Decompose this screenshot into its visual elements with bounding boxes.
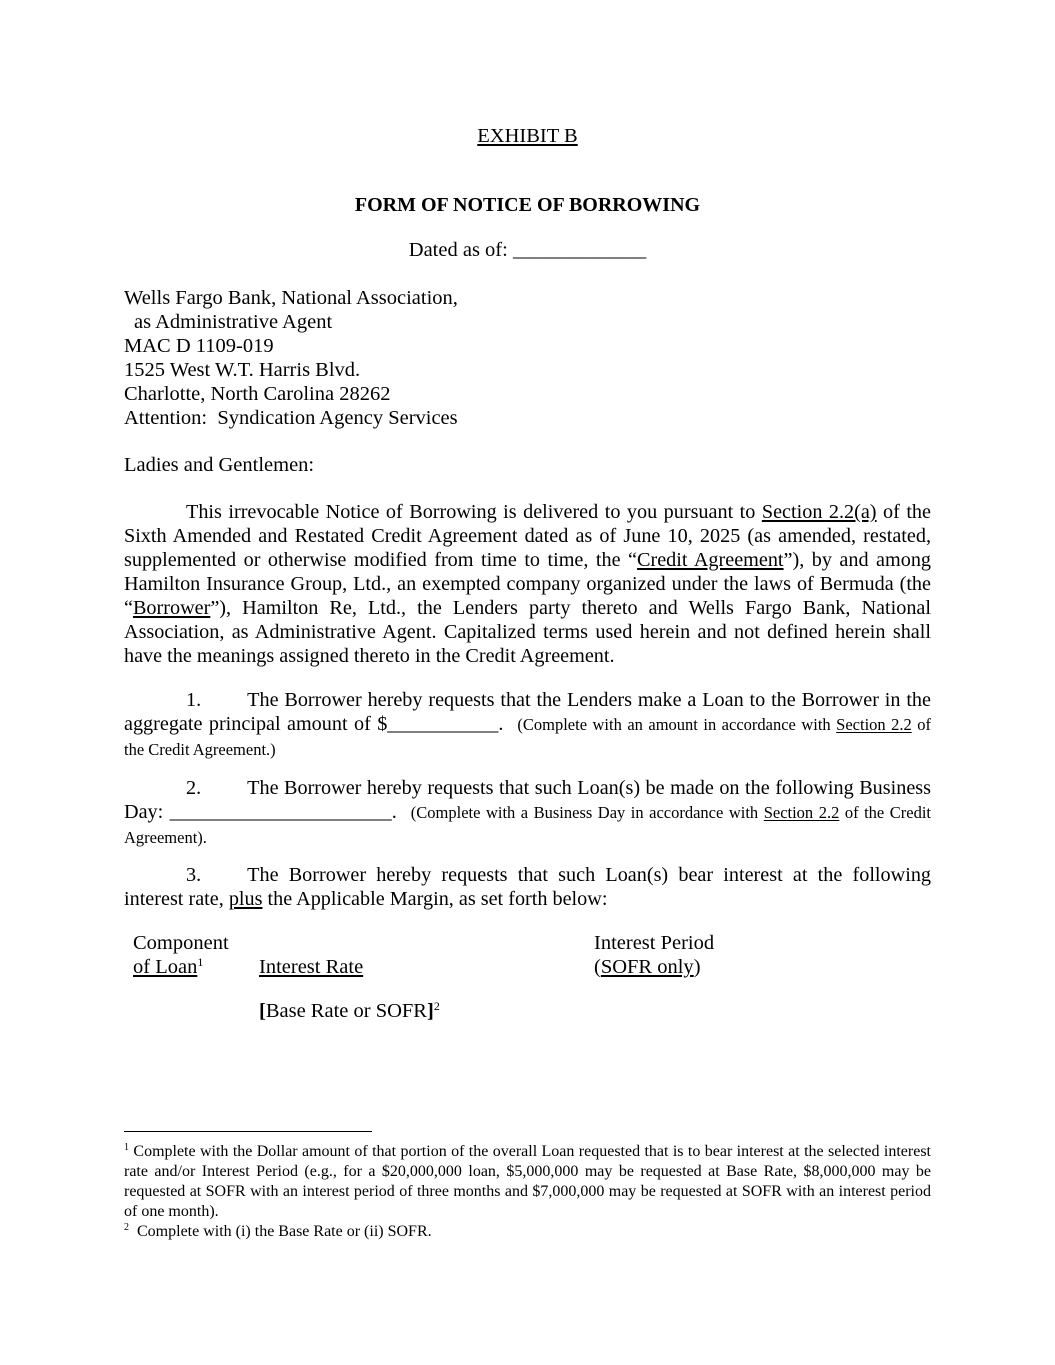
table-header-interest-rate: Interest Rate [259, 956, 364, 978]
intro-text: of the Sixth Amended and Restated Credit Agreement dated as of June 10, 2025 (as amended, restated, supplemented or otherwise modified from time to time, the “ [124, 501, 931, 571]
footnote-ref: 1 [197, 955, 204, 969]
intro-text: ”), Hamilton Re, Ltd., the Lenders party thereto and Wells Fargo Bank, National Association, as Administrative Agent. Capitalized terms used herein and not defined herein shall have the meanings assigned thereto in the Credit Agreement. [124, 597, 931, 667]
request-item-2 [124, 776, 931, 850]
item-text: The Borrower hereby requests that the Lenders make a Loan to the Borrower in the aggregate principal amount of $ [124, 689, 931, 735]
address-line: MAC D 1109-019 [124, 335, 274, 357]
column-header-text: of Loan [133, 956, 198, 978]
footnote-text: Complete with the Dollar amount of that portion of the overall Loan requested that is to bear interest at the selected interest rate and/or Interest Period (e.g., for a $20,000,000 loan, $5,000,000 may be requested at Base Rate, $8,000,000 may be requested at SOFR with an interest period of three months and $7,000,000 may be requested at SOFR with an interest period of one month). [124, 1143, 932, 1220]
item-note: (Complete with a Business Day in accordance with [410, 803, 764, 822]
section-reference: Section 2.2 [763, 803, 840, 822]
section-reference: Section 2.2(a) [761, 501, 877, 523]
item-text: the Applicable Margin, as set forth below: [262, 888, 608, 910]
section-reference: Section 2.2 [836, 715, 912, 734]
business-day-blank: ______________________ [169, 801, 392, 823]
table-header-component [133, 931, 229, 979]
item-number: 3. [186, 864, 202, 886]
item-note: of the Credit Agreement). [124, 803, 931, 847]
address-line: 1525 West W.T. Harris Blvd. [124, 359, 361, 381]
interest-rate-option [259, 999, 440, 1023]
item-text: The Borrower hereby requests that such Loan(s) bear interest at the following interest rate, [124, 864, 931, 910]
footnote-2 [124, 1222, 931, 1242]
footnote-1 [124, 1142, 931, 1222]
request-item-3 [124, 863, 931, 911]
defined-term: Credit Agreement [637, 549, 784, 571]
paren: ( [594, 956, 601, 978]
column-header-text: Component [133, 932, 229, 954]
item-number: 1. [186, 689, 202, 711]
item-note: of the Credit Agreement.) [124, 715, 932, 759]
intro-text: This irrevocable Notice of Borrowing is delivered to you pursuant to [186, 501, 762, 523]
bracket: ] [426, 1000, 434, 1022]
address-block [124, 286, 458, 430]
dated-blank: _____________ [512, 239, 647, 261]
footnote-divider [124, 1131, 372, 1132]
item-period: . [391, 801, 397, 823]
bracket: [ [259, 1000, 266, 1022]
table-header-interest-period [594, 931, 714, 979]
footnote-number: 1 [124, 1142, 129, 1153]
item-note: (Complete with an amount in accordance with [517, 715, 837, 734]
request-item-1 [124, 688, 931, 762]
column-header-text: SOFR only [600, 956, 694, 978]
document-title: FORM OF NOTICE OF BORROWING [354, 194, 701, 216]
salutation: Ladies and Gentlemen: [124, 454, 315, 476]
intro-text: ”), by and among Hamilton Insurance Group, Ltd., an exempted company organized under the laws of Bermuda (the “ [124, 549, 932, 619]
dated-line [0, 238, 1055, 262]
address-line: Wells Fargo Bank, National Association, [124, 287, 458, 309]
footnote-number: 2 [124, 1222, 129, 1233]
rate-text: Base Rate or SOFR [265, 1000, 427, 1022]
plus-term: plus [228, 888, 263, 910]
defined-term: Borrower [132, 597, 211, 619]
address-line: Charlotte, North Carolina 28262 [124, 383, 391, 405]
address-line: Attention: Syndication Agency Services [124, 407, 458, 429]
footnote-ref: 2 [433, 999, 440, 1013]
paren: ) [693, 956, 701, 978]
footnote-text: Complete with (i) the Base Rate or (ii) SOFR. [137, 1223, 432, 1240]
item-text: The Borrower hereby requests that such Loan(s) be made on the following Business Day: [124, 777, 931, 823]
dated-label: Dated as of: [408, 239, 508, 261]
address-line: as Administrative Agent [134, 311, 333, 333]
item-period: . [498, 713, 504, 735]
amount-blank: ___________ [387, 713, 499, 735]
exhibit-heading: EXHIBIT B [477, 125, 578, 147]
intro-paragraph [124, 500, 931, 668]
item-number: 2. [186, 777, 202, 799]
column-header-text: Interest Period [594, 932, 715, 954]
